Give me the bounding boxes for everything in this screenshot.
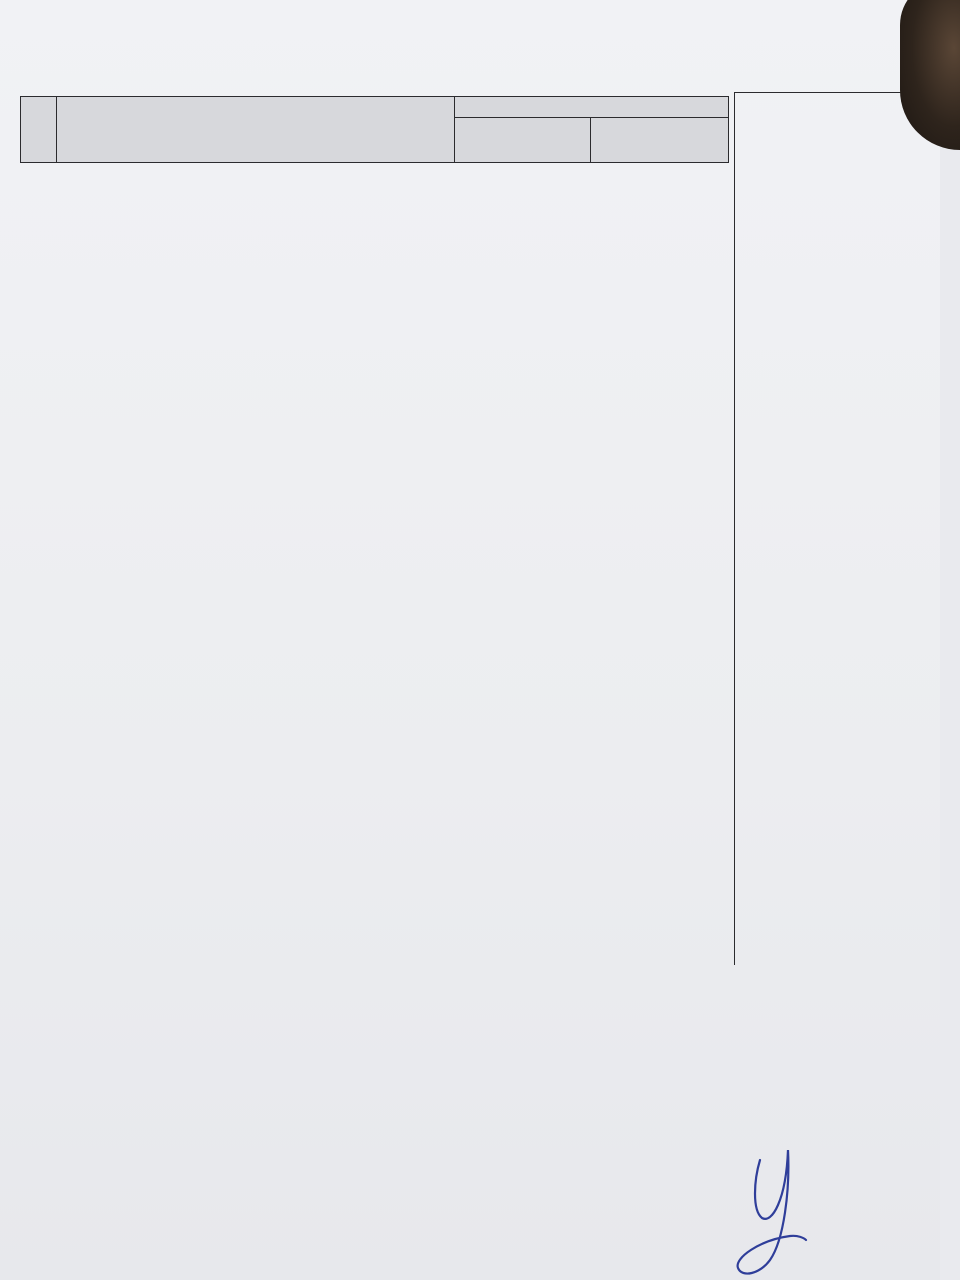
col-header-name: [57, 97, 455, 163]
col-header-rel: [591, 118, 729, 163]
col-header-result: [455, 97, 729, 118]
handwritten-signature: [730, 1140, 810, 1280]
col-header-num: [21, 97, 57, 163]
results-table: [20, 96, 729, 163]
distribution-chart: [734, 92, 937, 965]
col-header-quant: [455, 118, 591, 163]
